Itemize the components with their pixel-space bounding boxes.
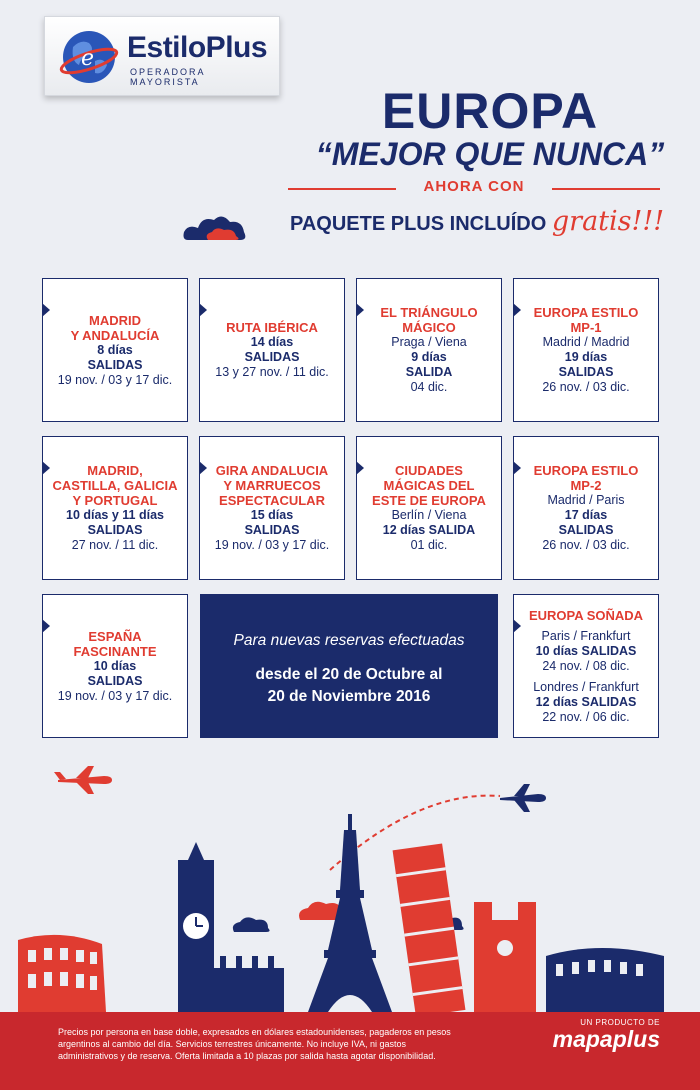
card-ruta-iberica[interactable] [199,278,345,422]
card-dates: 22 nov. / 06 dic. [542,709,630,724]
footer-brand [553,1018,660,1051]
card-title: MADRID, [87,463,143,478]
headline-title: EUROPA [381,83,599,139]
card-title: EUROPA ESTILO [533,463,639,478]
logo-tagline: OPERADORA MAYORISTA [130,67,206,87]
card-madrid-andalucia[interactable] [42,278,188,422]
card-route: Madrid / Paris [547,493,625,507]
parliament-icon [214,968,284,1012]
card-dates: 19 nov. / 03 y 17 dic. [57,372,173,387]
card-dates: 26 nov. / 03 dic. [542,538,630,552]
card-europa-estilo-mp2[interactable] [513,436,659,580]
footer-fine-print: Precios por persona en base doble, expresados en dólares estadounidenses, pagaderos en pesos argentinos al cambio del día. Servicios terrestres únicamente. No incluye IVA, ni gastos administrativos y de reserva. Oferta limitada a 10 plazas por salida hasta agotar disponibilidad. [58,1027,451,1061]
card-route: Paris / Frankfurt [541,628,631,643]
footer-bar [0,1012,700,1090]
card-salidas: SALIDAS [558,365,614,379]
card-title: CIUDADES [395,463,463,478]
card-triangulo-magico[interactable] [356,278,502,422]
card-salidas: SALIDAS [87,523,143,537]
card-salidas: SALIDAS [87,673,143,688]
card-title: EL TRIÁNGULO [380,305,478,320]
big-ben-icon [178,842,214,1012]
card-days: 8 días [97,342,133,357]
card-madrid-castilla[interactable] [42,436,188,580]
card-salidas: SALIDAS [244,350,300,364]
card-days: 12 días SALIDAS [535,694,637,709]
colosseum-icon [18,935,106,1012]
card-title: MÁGICO [402,320,456,335]
card-days: 12 días SALIDA [382,523,476,537]
notre-dame-icon [474,902,536,1012]
card-title: MADRID [89,312,141,328]
card-days: 10 días [93,658,137,673]
card-title: ESPAÑA [88,628,142,644]
card-title: EUROPA SOÑADA [528,607,644,623]
card-salidas: SALIDAS [244,523,300,537]
card-ciudades-magicas[interactable] [356,436,502,580]
card-route: Berlín / Viena [391,508,467,522]
logo-card [44,16,280,96]
cloud-icon [233,917,270,932]
card-days: 10 días y 11 días [66,508,164,522]
card-days: 19 días [564,350,608,364]
promo-line2: desde el 20 de Octubre al [255,666,443,683]
ahora-row [288,178,660,198]
promo-line3: 20 de Noviembre 2016 [267,688,431,705]
card-dates: 13 y 27 nov. / 11 dic. [215,365,329,379]
card-europa-estilo-mp1[interactable] [513,278,659,422]
card-dates: 19 nov. / 03 y 17 dic. [214,538,330,552]
card-title: Y PORTUGAL [72,493,158,508]
card-days: 10 días SALIDAS [535,643,637,658]
card-title: ESPECTACULAR [219,493,325,508]
card-gira-andalucia[interactable] [199,436,345,580]
card-title: MÁGICAS DEL [383,478,475,493]
card-title: Y MARRUECOS [223,478,321,493]
card-dates: 27 nov. / 11 dic. [71,538,159,552]
globe-logo-icon [59,27,119,87]
card-salidas: SALIDAS [558,523,614,537]
card-title: FASCINANTE [73,643,157,659]
skyline-illustration [0,750,700,1020]
card-title: RUTA IBÉRICA [226,320,318,335]
svg-text:e: e [81,46,95,71]
card-espana-fascinante[interactable] [42,594,188,738]
card-route: Praga / Viena [391,335,467,349]
card-dates: 04 dic. [410,380,448,394]
gratis-text: gratis!!! [551,206,665,237]
paquete-text: PAQUETE PLUS INCLUÍDO [290,213,547,235]
card-dates: 19 nov. / 03 y 17 dic. [57,688,173,703]
promo-box [200,594,498,738]
card-salidas: SALIDA [405,365,453,379]
card-dates: 26 nov. / 03 dic. [542,380,630,394]
logo-name: EstiloPlus [127,31,268,64]
card-days: 15 días [250,508,294,522]
card-salidas: SALIDAS [87,357,143,372]
card-route: Madrid / Madrid [542,335,630,349]
card-days: 14 días [250,335,294,349]
cloud-icon [182,212,248,242]
airplane-red-icon [54,766,112,794]
mapaplus-logo: mapaplus [552,1026,660,1052]
promo-line1: Para nuevas reservas efectuadas [233,632,465,649]
card-dates: 24 nov. / 08 dic. [542,658,630,673]
card-title: ESTE DE EUROPA [372,493,486,508]
card-title: GIRA ANDALUCIA [215,463,329,478]
airplane-navy-icon [500,784,546,812]
leaning-tower-icon [393,843,466,1016]
paquete-line [290,206,680,237]
card-title: CASTILLA, GALICIA [52,478,178,493]
card-europa-sonada[interactable] [513,594,659,738]
ahora-text: AHORA CON [423,178,525,195]
arena-icon [546,948,664,1012]
card-title: EUROPA ESTILO [533,305,639,320]
card-days: 9 días [411,350,447,364]
card-title: MP-2 [570,478,602,493]
headline-subtitle: “MEJOR QUE NUNCA” [315,136,665,172]
card-dates: 01 dic. [410,538,448,552]
card-route: Londres / Frankfurt [533,679,639,694]
card-title: Y ANDALUCÍA [70,327,160,343]
producto-label: UN PRODUCTO DE [580,1018,660,1027]
card-title: MP-1 [570,320,602,335]
card-days: 17 días [564,508,608,522]
